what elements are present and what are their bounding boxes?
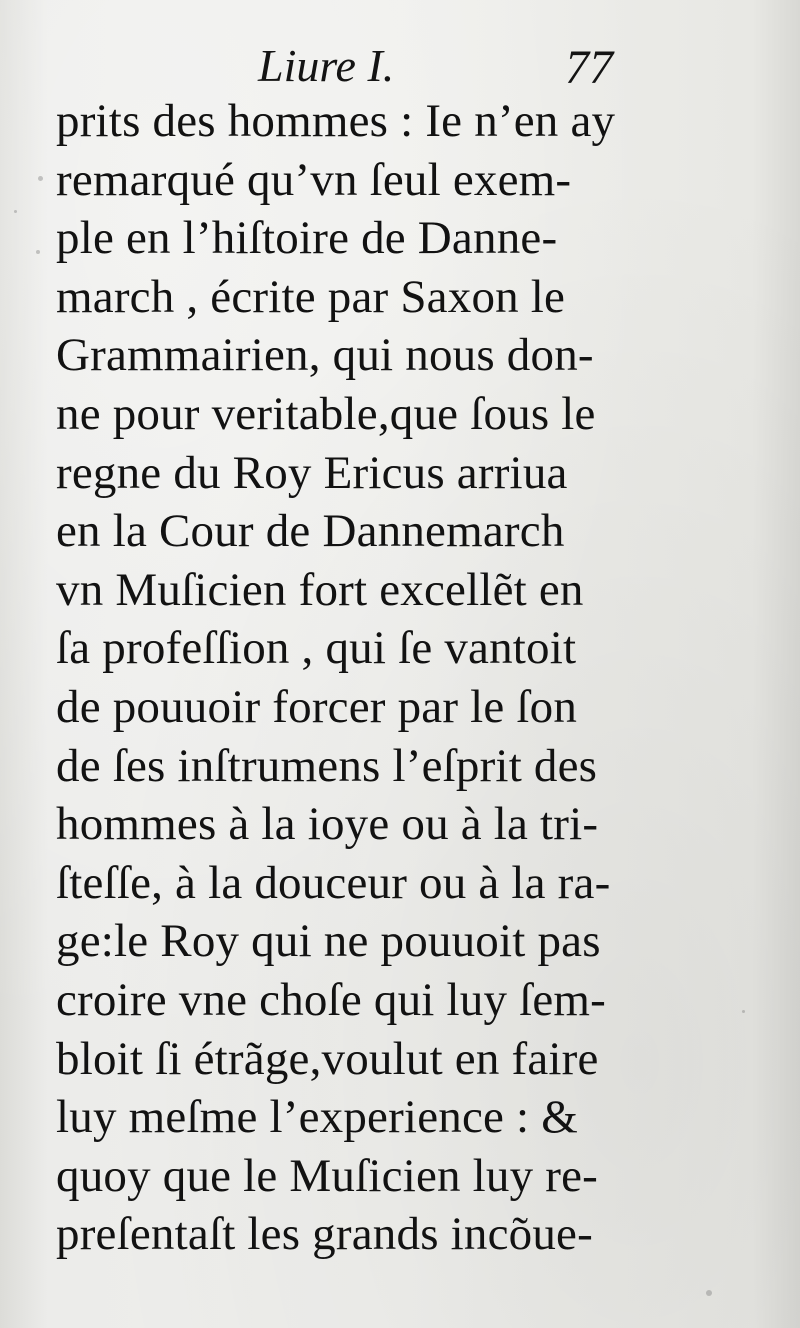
text-line: croire vne choſe qui luy ſem- (56, 973, 607, 1026)
paper-speck (38, 176, 43, 181)
page-header (0, 36, 800, 96)
text-line: quoy que le Muſicien luy re- (56, 1149, 599, 1202)
text-line: ple en l’hiſtoire de Danne- (56, 212, 558, 265)
page-number: 77 (565, 41, 613, 94)
body-text (56, 92, 646, 1264)
paper-speck (742, 1010, 745, 1013)
paper-speck (14, 210, 17, 213)
text-line: prits des hommes : Ie n’en ay (56, 95, 616, 147)
text-line: ne pour veritable,que ſous le (56, 387, 596, 440)
text-line: de pouuoir forcer par le ſon (56, 680, 578, 733)
text-line: ge:le Roy qui ne pouuoit pas (56, 915, 601, 968)
text-line: de ſes inſtrumens l’eſprit des (56, 739, 598, 792)
text-line: regne du Roy Ericus arriua (56, 446, 568, 499)
running-title: Liure I. (258, 40, 395, 91)
text-line: preſentaſt les grands incõue- (56, 1208, 593, 1261)
paper-speck (706, 1290, 712, 1296)
text-line: en la Cour de Dannemarch (56, 505, 565, 558)
text-line: luy meſme l’experience : & (56, 1091, 578, 1144)
text-line: march , écrite par Saxon le (56, 270, 566, 323)
text-line: bloit ſi étrãge,voulut en faire (56, 1032, 599, 1085)
paper-speck (36, 250, 40, 254)
text-line: ſa profeſſion , qui ſe vantoit (56, 622, 577, 675)
text-line: hommes à la ioye ou à la tri- (56, 798, 599, 851)
text-line: Grammairien, qui nous don- (56, 329, 594, 382)
text-line: ſteſſe, à la douceur ou à la ra- (56, 856, 611, 909)
text-line: remarqué qu’vn ſeul exem- (56, 153, 572, 206)
text-line: vn Muſicien fort excellẽt en (56, 563, 584, 616)
